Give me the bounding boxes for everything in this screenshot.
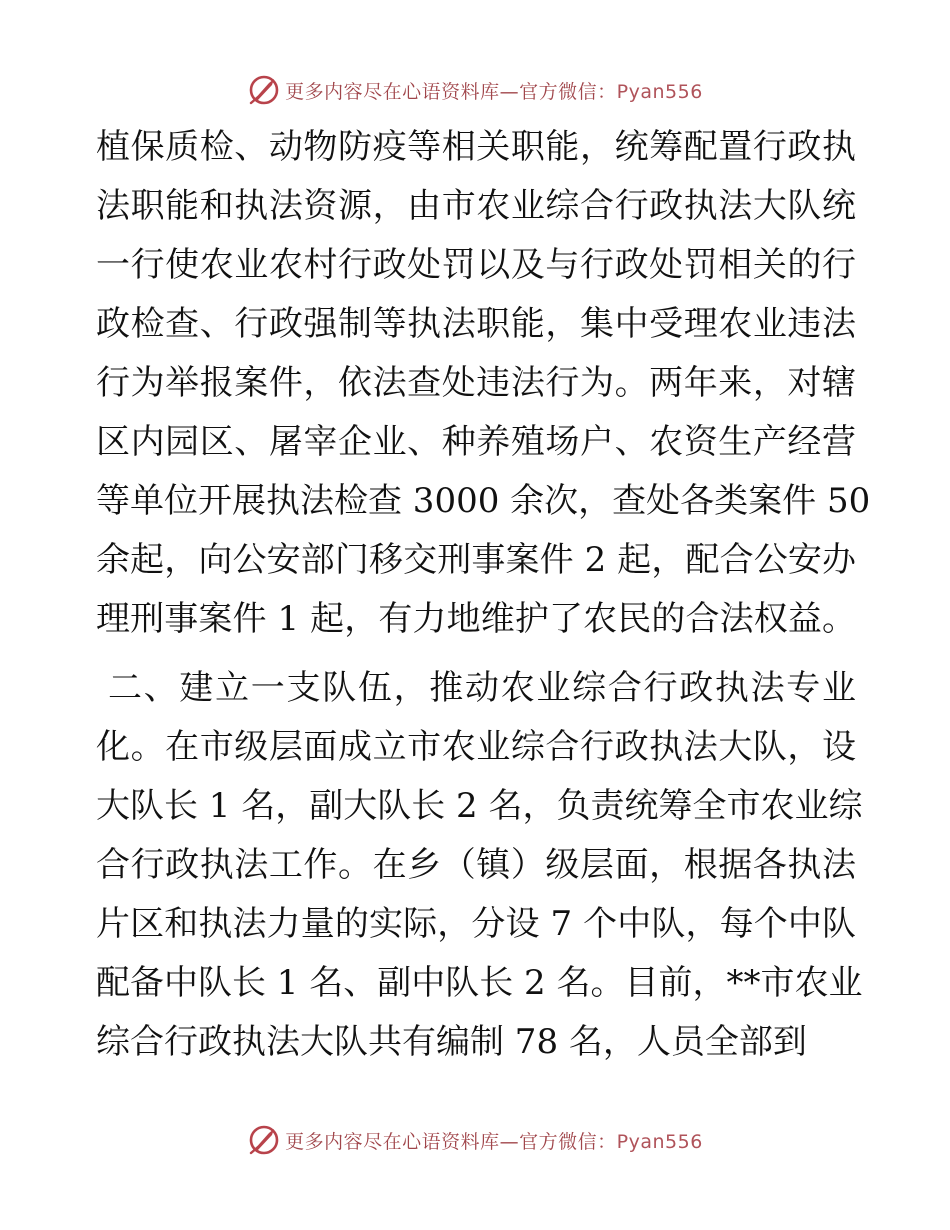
body-line: 大队长 1 名，副大队长 2 名，负责统筹全市农业综 <box>96 786 863 826</box>
quill-logo-icon <box>247 1123 281 1157</box>
body-line: 行为举报案件，依法查处违法行为。两年来，对辖 <box>96 363 856 403</box>
footer-banner <box>0 1120 950 1160</box>
body-line: 配备中队长 1 名、副中队长 2 名。目前，**市农业 <box>96 963 863 1003</box>
footer-wechat-id: Pyan556 <box>616 1130 703 1153</box>
body-line: 化。在市级层面成立市农业综合行政执法大队，设 <box>96 727 856 767</box>
section-heading-line: 二、建立一支队伍，推动农业综合行政执法专业 <box>108 668 856 708</box>
header-banner-text <box>285 77 703 104</box>
body-line: 法职能和执法资源，由市农业综合行政执法大队统 <box>96 186 856 226</box>
body-line: 理刑事案件 1 起，有力地维护了农民的合法权益。 <box>96 599 856 639</box>
header-wechat-id: Pyan556 <box>616 80 703 103</box>
header-banner-label: 更多内容尽在心语资料库—官方微信： <box>285 80 617 103</box>
body-line: 一行使农业农村行政处罚以及与行政处罚相关的行 <box>96 245 856 285</box>
body-line: 植保质检、动物防疫等相关职能，统筹配置行政执 <box>96 127 856 167</box>
body-line: 区内园区、屠宰企业、种养殖场户、农资生产经营 <box>96 422 856 462</box>
body-line: 合行政执法工作。在乡（镇）级层面，根据各执法 <box>96 845 856 885</box>
body-line: 片区和执法力量的实际，分设 7 个中队，每个中队 <box>96 904 856 944</box>
body-line: 综合行政执法大队共有编制 78 名，人员全部到 <box>96 1022 807 1062</box>
body-line: 政检查、行政强制等执法职能，集中受理农业违法 <box>96 304 856 344</box>
footer-banner-label: 更多内容尽在心语资料库—官方微信： <box>285 1130 617 1153</box>
document-body <box>96 118 871 1072</box>
body-line: 等单位开展执法检查 3000 余次，查处各类案件 50 <box>96 481 871 521</box>
quill-logo-icon <box>247 73 281 107</box>
footer-banner-text <box>285 1127 703 1154</box>
header-banner <box>0 70 950 110</box>
body-line: 余起，向公安部门移交刑事案件 2 起，配合公安办 <box>96 540 856 580</box>
